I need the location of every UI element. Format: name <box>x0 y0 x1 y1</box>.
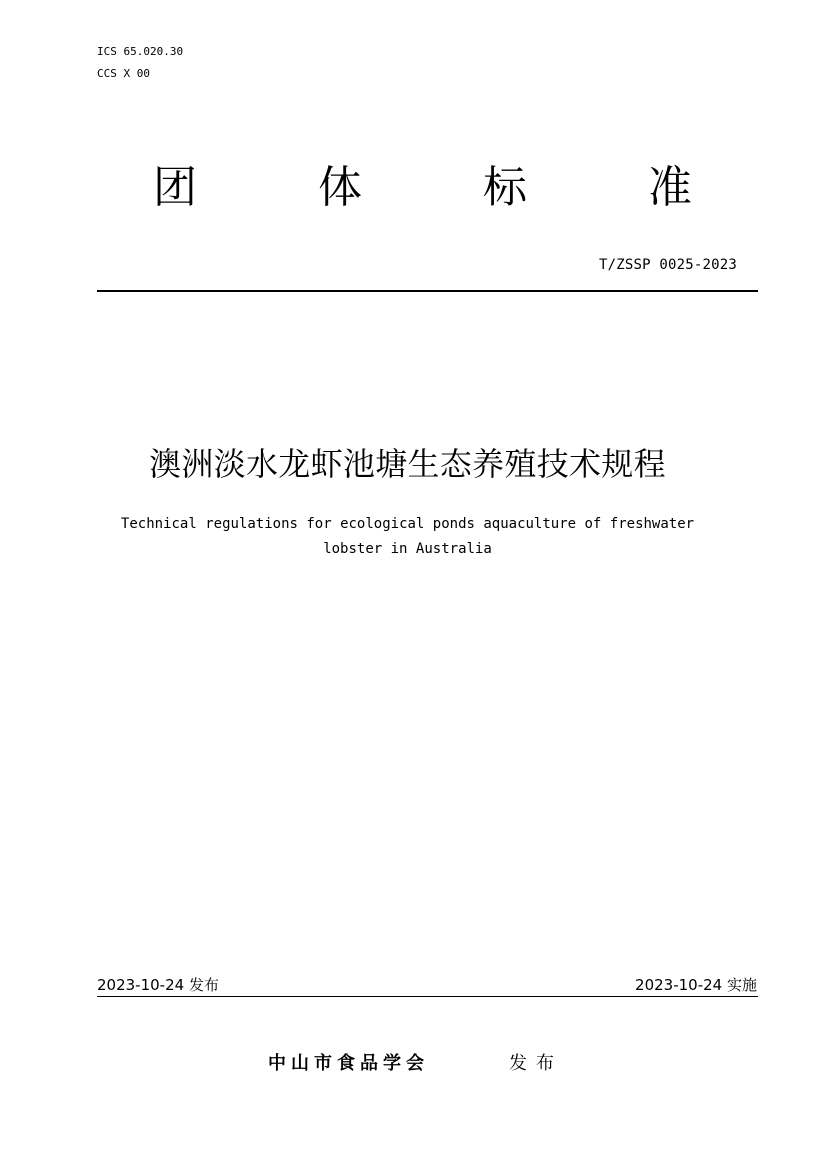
standard-number: T/ZSSP 0025-2023 <box>598 257 737 273</box>
chinese-title: 澳洲淡水龙虾池塘生态养殖技术规程 <box>149 445 666 483</box>
top-divider <box>97 290 758 292</box>
heading-char-1: 团 <box>153 162 197 213</box>
heading-char-4: 准 <box>648 162 692 213</box>
implementation-date: 2023-10-24 实施 <box>635 976 757 994</box>
ics-code: ICS 65.020.30 <box>97 45 184 58</box>
publisher-name: 中山市食品学会 <box>268 1053 429 1074</box>
heading-char-3: 标 <box>483 162 527 213</box>
issue-date: 2023-10-24 发布 <box>97 976 219 994</box>
publish-label: 发布 <box>509 1053 563 1074</box>
heading-char-2: 体 <box>318 162 362 213</box>
english-title-line-2: lobster in Australia <box>323 541 492 557</box>
english-title-line-1: Technical regulations for ecological ponds aquaculture of freshwater <box>120 516 695 532</box>
classification-codes <box>97 41 183 85</box>
document-type-heading <box>140 158 705 218</box>
ccs-code: CCS X 00 <box>97 67 150 80</box>
english-title <box>60 512 755 562</box>
bottom-divider <box>97 996 758 997</box>
